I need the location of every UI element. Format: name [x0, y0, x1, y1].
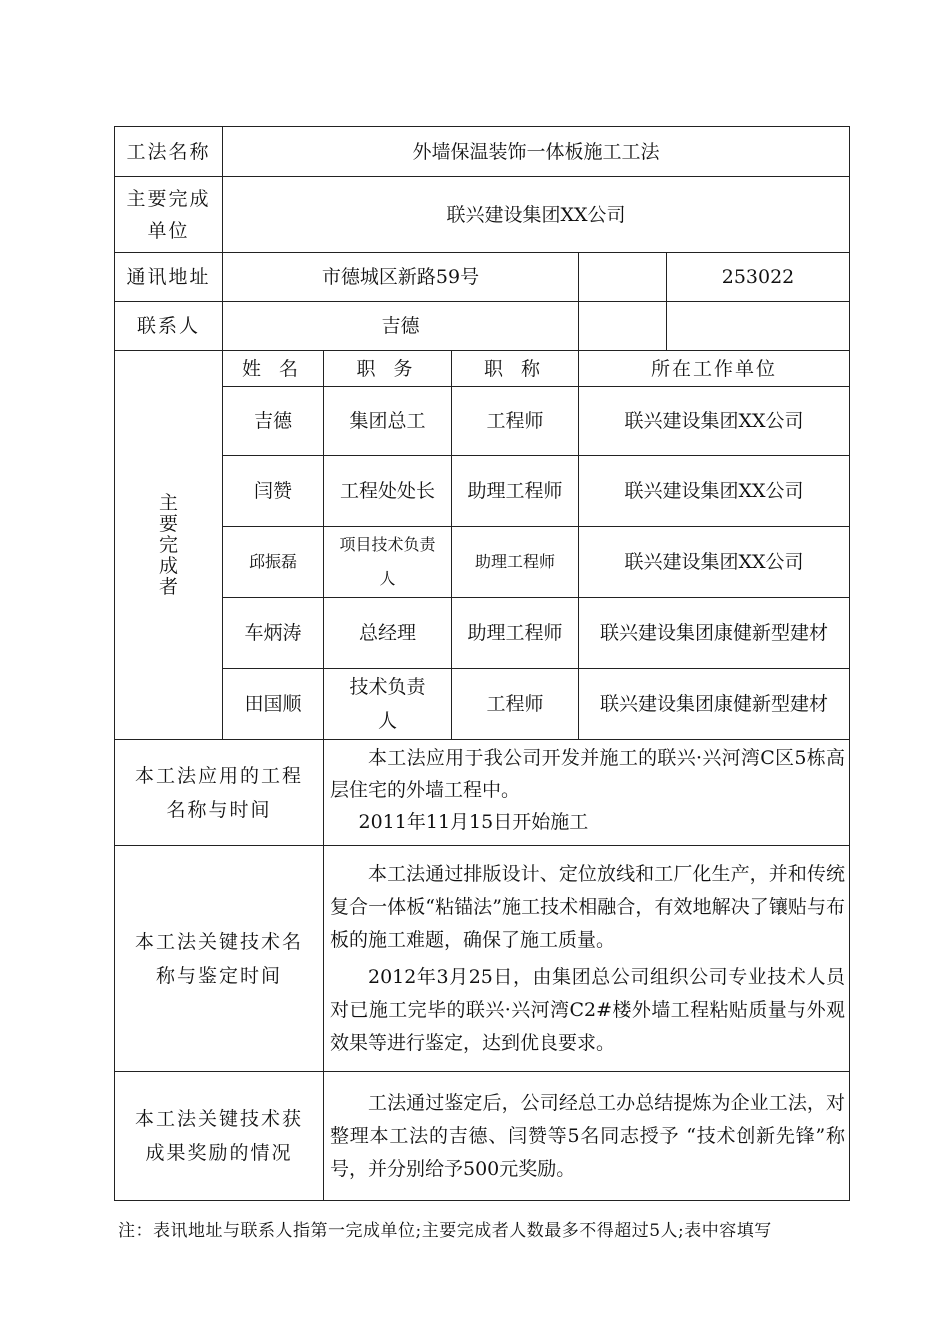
- contributor-unit: 联兴建设集团康健新型建材: [579, 598, 850, 669]
- contributor-title: 工程师: [452, 387, 579, 456]
- table-row: [115, 456, 850, 527]
- footnote: 注：表讯地址与联系人指第一完成单位;主要完成者人数最多不得超过5人;表中容填写: [118, 1221, 772, 1241]
- awards-text: 工法通过鉴定后，公司经总工办总结提炼为企业工法，对整理本工法的吉德、闫赞等5名同志授予 “技术创新先锋”称号，并分别给予500元奖励。: [330, 1091, 846, 1180]
- key-tech-label: 本工法关键技术名称与鉴定时间: [115, 846, 324, 1072]
- contributor-title: 助理工程师: [452, 598, 579, 669]
- contributor-position: 项目技术负责人: [324, 527, 452, 598]
- contributor-name: 田国顺: [223, 669, 324, 740]
- contributors-section-label: 主 要 完 成 者: [115, 351, 223, 740]
- address-value: 市德城区新路59号: [223, 253, 579, 302]
- contributor-unit: 联兴建设集团XX公司: [579, 527, 850, 598]
- table-row: [115, 669, 850, 740]
- contributor-position: 集团总工: [324, 387, 452, 456]
- col-header-title: 职 称: [452, 351, 579, 387]
- table-row: [115, 527, 850, 598]
- method-name-label: 工法名称: [115, 127, 223, 177]
- contributor-unit: 联兴建设集团康健新型建材: [579, 669, 850, 740]
- contributor-title: 助理工程师: [452, 527, 579, 598]
- contributor-name: 邱振磊: [223, 527, 324, 598]
- appraisal-text: 2012年3月25日，由集团总公司组织公司专业技术人员对已施工完毕的联兴·兴河湾C2#楼外墙工程粘贴质量与外观效果等进行鉴定，达到优良要求。: [330, 965, 846, 1054]
- unit-value: 联兴建设集团XX公司: [223, 177, 850, 253]
- contributor-title: 助理工程师: [452, 456, 579, 527]
- method-name-value: 外墙保温装饰一体板施工工法: [223, 127, 850, 177]
- method-info-table: [114, 126, 850, 1201]
- blank-cell: [579, 302, 667, 351]
- postcode-value: 253022: [667, 253, 850, 302]
- contributor-unit: 联兴建设集团XX公司: [579, 387, 850, 456]
- contributor-name: 吉德: [223, 387, 324, 456]
- contributor-name: 车炳涛: [223, 598, 324, 669]
- application-label: 本工法应用的工程名称与时间: [115, 740, 324, 846]
- blank-cell: [579, 253, 667, 302]
- table-row: [115, 598, 850, 669]
- unit-label: 主要完成单位: [115, 177, 223, 253]
- blank-cell: [667, 302, 850, 351]
- col-header-position: 职 务: [324, 351, 452, 387]
- table-row: [115, 387, 850, 456]
- contributor-position: 技术负责人: [324, 669, 452, 740]
- contributor-title: 工程师: [452, 669, 579, 740]
- contact-value: 吉德: [223, 302, 579, 351]
- contributor-position: 工程处处长: [324, 456, 452, 527]
- contributor-position: 总经理: [324, 598, 452, 669]
- key-tech-text: 本工法通过排版设计、定位放线和工厂化生产，并和传统复合一体板“粘锚法”施工技术相融合，有效地解决了镶贴与布板的施工难题，确保了施工质量。: [330, 862, 846, 951]
- contact-label: 联系人: [115, 302, 223, 351]
- awards-label: 本工法关键技术获成果奖励的情况: [115, 1072, 324, 1201]
- address-label: 通讯地址: [115, 253, 223, 302]
- contributor-unit: 联兴建设集团XX公司: [579, 456, 850, 527]
- key-tech-content: [324, 846, 850, 1072]
- contributor-name: 闫赞: [223, 456, 324, 527]
- col-header-name: 姓 名: [223, 351, 324, 387]
- col-header-unit: 所在工作单位: [579, 351, 850, 387]
- application-content: [324, 740, 850, 846]
- awards-content: [324, 1072, 850, 1201]
- application-text: 本工法应用于我公司开发并施工的联兴·兴河湾C区5栋高层住宅的外墙工程中。: [330, 747, 846, 801]
- application-date: 2011年11月15日开始施工: [358, 811, 589, 833]
